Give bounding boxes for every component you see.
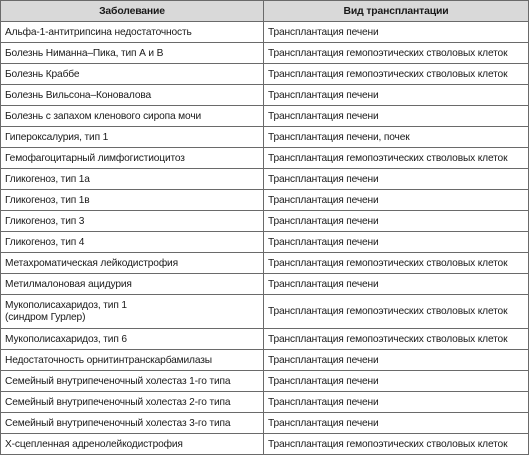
cell-disease: Болезнь с запахом кленового сиропа мочи [1, 106, 264, 127]
cell-transplant-type: Трансплантация печени [264, 22, 529, 43]
cell-disease: Болезнь Ниманна–Пика, тип А и В [1, 43, 264, 64]
table-row [1, 22, 529, 43]
table-row [1, 232, 529, 253]
cell-transplant-type: Трансплантация печени [264, 106, 529, 127]
cell-transplant-type: Трансплантация печени [264, 211, 529, 232]
cell-transplant-type: Трансплантация печени [264, 392, 529, 413]
table-row [1, 148, 529, 169]
cell-disease: Гипероксалурия, тип 1 [1, 127, 264, 148]
table-row [1, 329, 529, 350]
cell-transplant-type: Трансплантация печени [264, 232, 529, 253]
table-header-row [1, 1, 529, 22]
cell-disease: Гликогеноз, тип 4 [1, 232, 264, 253]
cell-transplant-type: Трансплантация печени [264, 274, 529, 295]
header-transplant-type: Вид трансплантации [264, 1, 529, 22]
cell-disease: Семейный внутрипеченочный холестаз 1-го типа [1, 371, 264, 392]
table-row [1, 169, 529, 190]
cell-disease: Болезнь Вильсона–Коновалова [1, 85, 264, 106]
table-row [1, 190, 529, 211]
cell-transplant-type: Трансплантация гемопоэтических стволовых клеток [264, 64, 529, 85]
cell-disease: Метилмалоновая ацидурия [1, 274, 264, 295]
cell-disease: Гликогеноз, тип 1в [1, 190, 264, 211]
cell-transplant-type: Трансплантация гемопоэтических стволовых клеток [264, 148, 529, 169]
cell-transplant-type: Трансплантация печени [264, 413, 529, 434]
cell-disease: Семейный внутрипеченочный холестаз 2-го типа [1, 392, 264, 413]
table-row [1, 274, 529, 295]
cell-disease: Гликогеноз, тип 3 [1, 211, 264, 232]
cell-transplant-type: Трансплантация печени [264, 350, 529, 371]
cell-disease: Метахроматическая лейкодистрофия [1, 253, 264, 274]
table-row [1, 127, 529, 148]
header-disease: Заболевание [1, 1, 264, 22]
table-row [1, 253, 529, 274]
cell-transplant-type: Трансплантация гемопоэтических стволовых клеток [264, 329, 529, 350]
cell-disease: Гемофагоцитарный лимфогистиоцитоз [1, 148, 264, 169]
table-row [1, 64, 529, 85]
cell-disease: Семейный внутрипеченочный холестаз 3-го типа [1, 413, 264, 434]
cell-transplant-type: Трансплантация гемопоэтических стволовых клеток [264, 434, 529, 455]
table-row [1, 211, 529, 232]
cell-transplant-type: Трансплантация печени [264, 169, 529, 190]
cell-transplant-type: Трансплантация гемопоэтических стволовых клеток [264, 295, 529, 329]
table-row [1, 413, 529, 434]
table-body [1, 22, 529, 455]
table-row [1, 106, 529, 127]
cell-disease: Недостаточность орнитинтранскарбамилазы [1, 350, 264, 371]
table-row [1, 392, 529, 413]
cell-disease: Альфа-1-антитрипсина недостаточность [1, 22, 264, 43]
table-row [1, 350, 529, 371]
table-row [1, 43, 529, 64]
cell-disease: Болезнь Краббе [1, 64, 264, 85]
cell-transplant-type: Трансплантация печени [264, 85, 529, 106]
cell-transplant-type: Трансплантация печени, почек [264, 127, 529, 148]
table-row [1, 85, 529, 106]
cell-disease: Х-сцепленная адренолейкодистрофия [1, 434, 264, 455]
cell-disease: Мукополисахаридоз, тип 6 [1, 329, 264, 350]
cell-transplant-type: Трансплантация печени [264, 371, 529, 392]
table-row [1, 434, 529, 455]
table-row [1, 371, 529, 392]
table-row [1, 295, 529, 329]
cell-transplant-type: Трансплантация гемопоэтических стволовых клеток [264, 253, 529, 274]
cell-disease: Мукополисахаридоз, тип 1 (синдром Гурлер) [1, 295, 264, 329]
cell-disease: Гликогеноз, тип 1а [1, 169, 264, 190]
cell-transplant-type: Трансплантация печени [264, 190, 529, 211]
cell-transplant-type: Трансплантация гемопоэтических стволовых клеток [264, 43, 529, 64]
